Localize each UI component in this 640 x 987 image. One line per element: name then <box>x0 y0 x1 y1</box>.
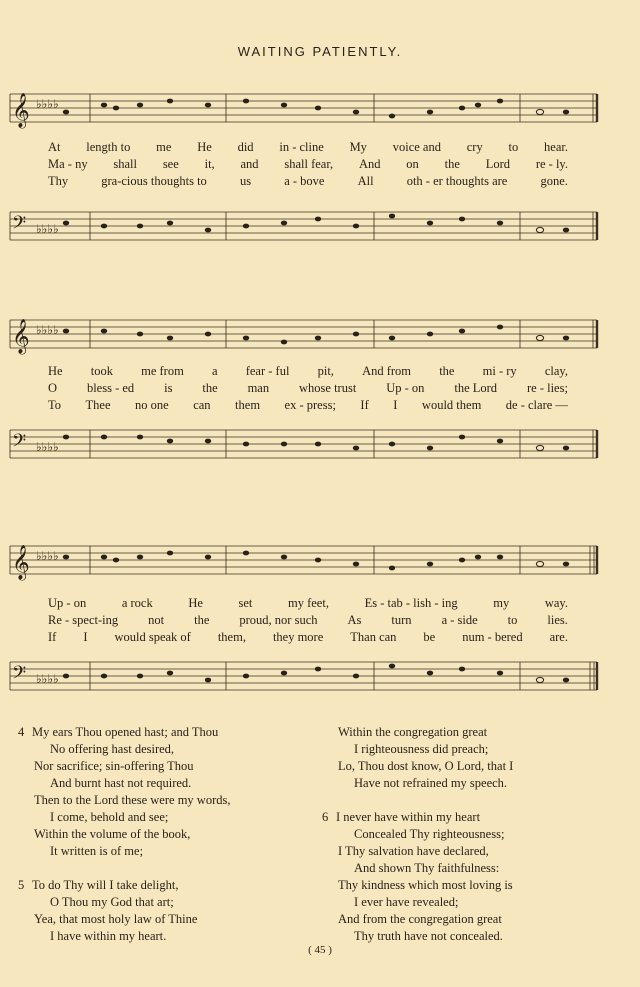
syllable: the <box>202 381 218 395</box>
verse-line: Nor sacrifice; sin-offering Thou <box>34 759 194 773</box>
syllable: re - lies; <box>526 381 568 395</box>
lyric-line-1-2 <box>48 157 568 172</box>
syllable: whose trust <box>299 381 357 395</box>
svg-text:𝄞: 𝄞 <box>12 93 30 128</box>
syllable: a - bove <box>284 174 325 188</box>
verse-line: Yea, that most holy law of Thine <box>34 912 198 926</box>
syllable: bless - ed <box>86 381 135 395</box>
syllable: gra-cious thoughts to <box>101 174 207 188</box>
bass-staff-3 <box>0 656 640 698</box>
svg-text:𝄢: 𝄢 <box>12 213 27 238</box>
syllable: O <box>48 381 58 395</box>
svg-text:𝄢: 𝄢 <box>12 431 27 456</box>
syllable: are. <box>549 630 568 644</box>
syllable: them <box>235 398 261 412</box>
verse-line: Within the volume of the book, <box>34 827 191 841</box>
syllable: oth - er thoughts are <box>406 174 508 188</box>
verse-line: I come, behold and see; <box>50 810 169 824</box>
syllable: them, <box>217 630 246 644</box>
syllable: set <box>238 596 253 610</box>
svg-text:𝄞: 𝄞 <box>12 545 30 580</box>
lyric-line-2-3 <box>48 398 568 413</box>
syllable: the <box>194 613 210 627</box>
verse-line: And shown Thy faithfulness: <box>354 861 500 875</box>
verse-number: 4 <box>18 725 25 739</box>
verses-left-column <box>18 724 308 945</box>
syllable: no one <box>135 398 169 412</box>
verse-line: I have within my heart. <box>50 929 167 943</box>
svg-text:𝄢: 𝄢 <box>12 663 27 688</box>
syllable: be <box>423 630 436 644</box>
syllable: is <box>164 381 173 395</box>
syllable: clay, <box>544 364 568 378</box>
syllable: All <box>357 174 374 188</box>
syllable: turn <box>391 613 412 627</box>
verse-line: Thy truth have not concealed. <box>354 929 503 943</box>
syllable: Up - on <box>386 381 425 395</box>
treble-staff-3 <box>0 540 640 582</box>
syllable: they more <box>272 630 324 644</box>
syllable: Ma - ny <box>48 157 88 171</box>
verse-line: It written is of me; <box>50 844 144 858</box>
syllable: voice and <box>392 140 441 154</box>
verse-number: 6 <box>322 810 329 824</box>
syllable: took <box>90 364 113 378</box>
verse-line: Within the congregation great <box>338 725 488 739</box>
verse-line: Have not refrained my speech. <box>354 776 508 790</box>
syllable: I <box>393 398 398 412</box>
svg-text:𝄞: 𝄞 <box>12 319 30 354</box>
syllable: If <box>360 398 369 412</box>
verse-line: I ever have revealed; <box>354 895 459 909</box>
syllable: And from <box>362 364 412 378</box>
syllable: man <box>247 381 270 395</box>
verse-line: And from the congregation great <box>338 912 502 926</box>
syllable: pit, <box>317 364 334 378</box>
syllable: To <box>48 398 62 412</box>
syllable: see <box>162 157 179 171</box>
syllable: a rock <box>121 596 153 610</box>
lyric-line-2-2 <box>48 381 568 396</box>
verse-line: Thy kindness which most loving is <box>338 878 513 892</box>
verse-number: 5 <box>18 878 25 892</box>
verse-line: 6 I never have within my heart <box>322 810 481 824</box>
hymn-title: WAITING PATIENTLY. <box>237 44 403 59</box>
syllable: it, <box>204 157 215 171</box>
syllable: hear. <box>544 140 568 154</box>
syllable: As <box>347 613 362 627</box>
lyric-line-3-2 <box>48 613 568 628</box>
syllable: fear - ful <box>245 364 290 378</box>
lyric-line-3-1 <box>48 596 568 611</box>
bass-staff-1 <box>0 206 640 248</box>
syllable: me <box>156 140 172 154</box>
lyric-line-1-1 <box>48 140 568 155</box>
syllable: and <box>240 157 259 171</box>
syllable: re - ly. <box>535 157 568 171</box>
syllable: not <box>148 613 165 627</box>
syllable: my <box>493 596 510 610</box>
verse-line: 5 To do Thy will I take delight, <box>18 878 179 892</box>
syllable: a <box>211 364 218 378</box>
syllable: num - bered <box>462 630 523 644</box>
syllable: mi - ry <box>482 364 517 378</box>
syllable: Up - on <box>48 596 87 610</box>
verse-line: Then to the Lord these were my words, <box>34 793 231 807</box>
svg-text:♭♭♭♭: ♭♭♭♭ <box>36 549 59 563</box>
verse-line: I Thy salvation have declared, <box>338 844 489 858</box>
syllable: At <box>48 140 61 154</box>
svg-text:♭♭♭♭: ♭♭♭♭ <box>36 222 59 236</box>
verse-line: O Thou my God that art; <box>50 895 174 909</box>
syllable: He <box>48 364 63 378</box>
syllable: If <box>48 630 57 644</box>
syllable: to <box>507 613 518 627</box>
svg-text:♭♭♭♭: ♭♭♭♭ <box>36 440 59 454</box>
verse-line: 4 My ears Thou opened hast; and Thou <box>18 725 219 739</box>
syllable: on <box>406 157 419 171</box>
syllable: did <box>237 140 254 154</box>
page-number: ( 45 ) <box>308 944 332 956</box>
syllable: us <box>239 174 252 188</box>
syllable: the <box>444 157 460 171</box>
syllable: Thy <box>48 174 69 188</box>
syllable: the Lord <box>454 381 498 395</box>
syllable: ex - press; <box>284 398 336 412</box>
verse-line: No offering hast desired, <box>50 742 175 756</box>
bass-staff-2 <box>0 424 640 466</box>
treble-staff-2 <box>0 314 640 356</box>
syllable: Es - tab - lish - ing <box>364 596 458 610</box>
syllable: de - clare — <box>505 398 568 412</box>
syllable: Lord <box>485 157 511 171</box>
syllable: cry <box>466 140 483 154</box>
syllable: a - side <box>441 613 478 627</box>
lyric-line-1-3 <box>48 174 568 189</box>
syllable: to <box>508 140 519 154</box>
verse-line: I righteousness did preach; <box>354 742 489 756</box>
verse-line: And burnt hast not required. <box>50 776 192 790</box>
syllable: shall <box>113 157 137 171</box>
syllable: way. <box>544 596 568 610</box>
verses-right-column <box>322 724 612 945</box>
syllable: Than can <box>350 630 397 644</box>
verse-line: Concealed Thy righteousness; <box>354 827 505 841</box>
syllable: proud, nor such <box>239 613 318 627</box>
syllable: I <box>83 630 88 644</box>
lyric-line-3-3 <box>48 630 568 645</box>
lyric-line-2-1 <box>48 364 568 379</box>
syllable: shall fear, <box>284 157 334 171</box>
syllable: length to <box>86 140 131 154</box>
syllable: in - cline <box>279 140 324 154</box>
syllable: And <box>358 157 381 171</box>
syllable: my feet, <box>288 596 329 610</box>
verse-line: Lo, Thou dost know, O Lord, that I <box>338 759 514 773</box>
syllable: me from <box>141 364 184 378</box>
syllable: My <box>349 140 367 154</box>
syllable: lies. <box>547 613 568 627</box>
syllable: Re - spect-ing <box>48 613 119 627</box>
syllable: would them <box>421 398 482 412</box>
syllable: the <box>439 364 455 378</box>
syllable: Thee <box>85 398 111 412</box>
svg-text:♭♭♭♭: ♭♭♭♭ <box>36 323 59 337</box>
syllable: He <box>188 596 203 610</box>
svg-text:♭♭♭♭: ♭♭♭♭ <box>36 672 59 686</box>
syllable: would speak of <box>114 630 191 644</box>
treble-staff-1 <box>0 88 640 130</box>
svg-text:♭♭♭♭: ♭♭♭♭ <box>36 97 59 111</box>
syllable: can <box>193 398 211 412</box>
syllable: He <box>197 140 212 154</box>
syllable: gone. <box>540 174 568 188</box>
